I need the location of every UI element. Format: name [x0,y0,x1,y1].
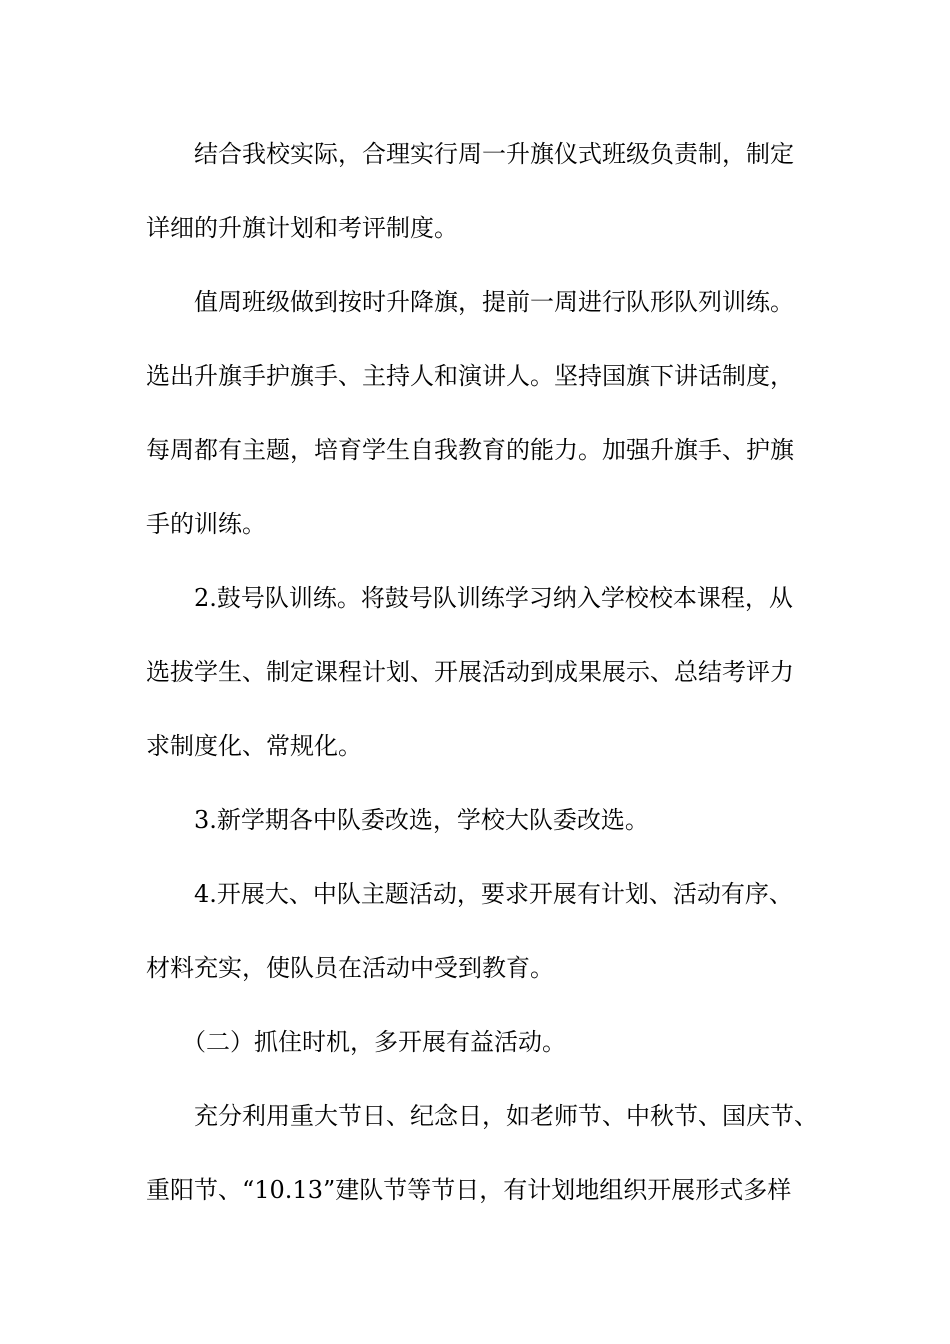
paragraph-line: 详细的升旗计划和考评制度。 [146,214,458,242]
paragraph-line: 重阳节、“10.13”建队节等节日，有计划地组织开展形式多样 [146,1176,792,1204]
paragraph-line: 结合我校实际，合理实行周一升旗仪式班级负责制，制定 [194,140,794,168]
paragraph-line: 材料充实，使队员在活动中受到教育。 [146,954,554,982]
paragraph-line: 值周班级做到按时升降旗，提前一周进行队形队列训练。 [194,288,794,316]
section-heading: （二）抓住时机，多开展有益活动。 [182,1028,566,1056]
paragraph-line: 选出升旗手护旗手、主持人和演讲人。坚持国旗下讲话制度， [146,362,794,390]
paragraph-line: 2.鼓号队训练。将鼓号队训练学习纳入学校校本课程，从 [194,584,793,612]
paragraph-line: 3.新学期各中队委改选，学校大队委改选。 [194,806,649,834]
paragraph-line: 手的训练。 [146,510,266,538]
paragraph-line: 每周都有主题，培育学生自我教育的能力。加强升旗手、护旗 [146,436,794,464]
paragraph-line: 充分利用重大节日、纪念日，如老师节、中秋节、国庆节、 [194,1102,818,1130]
paragraph-line: 选拔学生、制定课程计划、开展活动到成果展示、总结考评力 [146,658,794,686]
paragraph-line: 求制度化、常规化。 [146,732,362,760]
paragraph-line: 4.开展大、中队主题活动，要求开展有计划、活动有序、 [194,880,793,908]
